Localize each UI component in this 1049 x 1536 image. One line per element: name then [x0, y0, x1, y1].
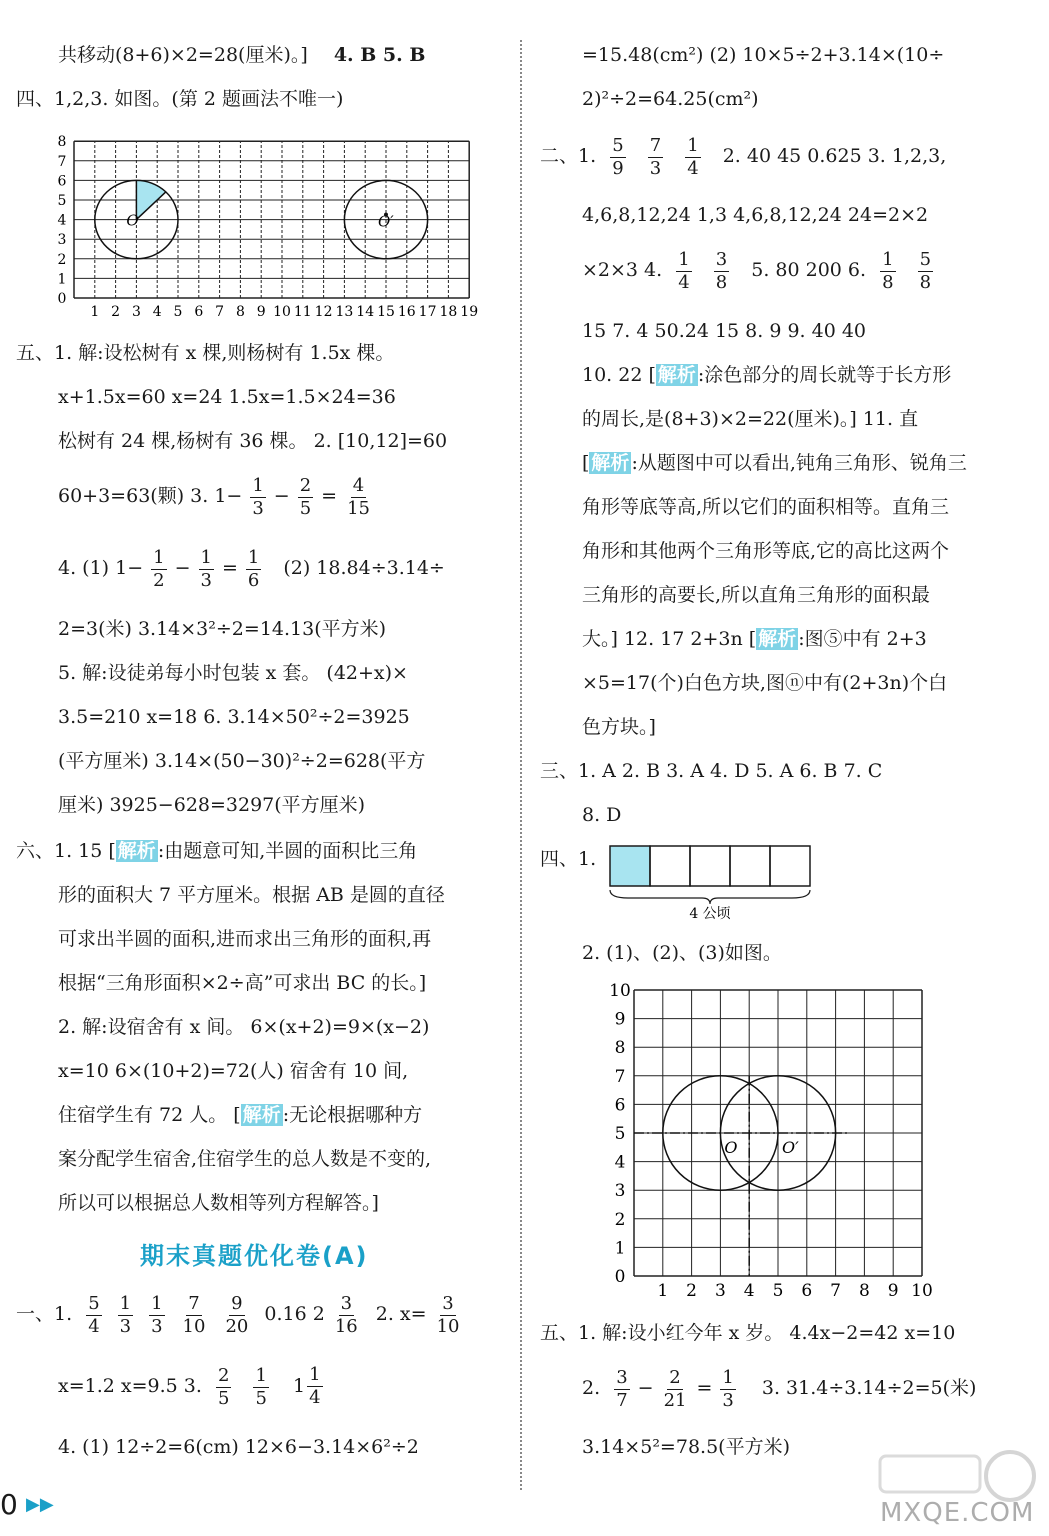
answer-line: 4,6,8,12,24 1,3 4,6,8,12,24 24=2×2: [582, 204, 929, 226]
watermark-text: MXQE.COM: [880, 1498, 1035, 1528]
answer-line: 5. 解:设徒弟每小时包装 x 套。 (42+x)×: [58, 662, 408, 684]
y-tick-label: 6: [57, 173, 67, 190]
answer-line: 根据“三角形面积×2÷高”可求出 BC 的长。]: [58, 972, 427, 994]
answer-line: 松树有 24 棵,杨树有 36 棵。 2. [10,12]=60: [58, 430, 448, 452]
y-tick-label: 10: [609, 981, 631, 1001]
y-tick-label: 2: [614, 1209, 626, 1230]
area-rectangle-figure: [608, 840, 818, 924]
section-heading-3: 三、1. A 2. B 3. A 4. D 5. A 6. B 7. C: [540, 760, 883, 782]
answer-line: =15.48(cm²) (2) 10×5÷2+3.14×(10÷: [582, 44, 945, 66]
analysis-tag: 解析: [242, 1104, 281, 1126]
cell: [690, 846, 730, 886]
section-heading-2: 二、1. $\frac{5}{9}$ $\frac{7}{3}$ $\frac{1}{4}$ 2. 40 45 0.625 3. 1,2,3,: [540, 134, 947, 179]
answer-line: x=1.2 x=9.5 3. $\frac{2}{5}$ $\frac{1}{5}$ 1 $\frac{1}{4}$: [58, 1362, 331, 1410]
answer-line: ×5=17(个)白色方块,图ⓝ中有(2+3n)个白: [582, 672, 948, 694]
center-label-o2: O′: [378, 212, 394, 231]
y-tick-label: 9: [614, 1009, 626, 1030]
answer-line: ×2×3 4. $\frac{1}{4}$ $\frac{3}{8}$ 5. 80 200 6. $\frac{1}{8}$ $\frac{5}{8}$: [582, 248, 932, 293]
x-tick-label: 5: [173, 304, 183, 320]
cell: [650, 846, 690, 886]
answer-line: 60+3=63(颗) 3. 1− $\frac{1}{3}$ − $\frac{2}{5}$ = $\frac{4}{15}$: [58, 474, 370, 519]
x-tick-label: 10: [911, 1281, 933, 1298]
center-label-o: O: [724, 1138, 738, 1157]
answer-line: 4. (1) 1− $\frac{1}{2}$ − $\frac{1}{3}$ = $\frac{1}{6}$ (2) 18.84÷3.14÷: [58, 546, 445, 591]
answer-line: 3.5=210 x=18 6. 3.14×50²÷2=3925: [58, 706, 410, 728]
answer-line: (平方厘米) 3.14×(50−30)²÷2=628(平方: [58, 750, 426, 772]
y-tick-label: 8: [614, 1038, 626, 1059]
section-heading-4: 四、1,2,3. 如图。(第 2 题画法不唯一): [16, 88, 344, 110]
answer-line: 共移动(8+6)×2=28(厘米)。] 4. B 5. B: [58, 44, 426, 66]
grid-figure-2: [602, 978, 942, 1298]
fraction-list: [78, 1292, 258, 1337]
x-tick-label: 8: [858, 1281, 870, 1298]
x-tick-label: 17: [418, 304, 437, 320]
y-tick-label: 7: [614, 1066, 626, 1087]
analysis-tag: 解析: [117, 840, 156, 862]
answer-line: 形的面积大 7 平方厘米。根据 AB 是圆的直径: [58, 884, 445, 906]
fraction: $\frac{1}{2}$: [153, 546, 165, 591]
x-tick-label: 12: [314, 304, 333, 320]
fraction: $\frac{5}{4}$: [88, 1292, 100, 1337]
answer-line: 住宿学生有 72 人。 [ 解析 :无论根据哪种方: [58, 1104, 423, 1126]
y-tick-label: 1: [614, 1238, 626, 1259]
fraction: $\frac{3}{10}$: [436, 1292, 460, 1337]
y-tick-label: 7: [57, 153, 67, 170]
cell: [730, 846, 770, 886]
answer-line: 三角形的高要长,所以直角三角形的面积最: [582, 584, 931, 606]
answer-line: x=10 6×(10+2)=72(人) 宿舍有 10 间,: [58, 1060, 409, 1082]
y-tick-label: 4: [57, 212, 67, 229]
y-tick-label: 0: [57, 291, 67, 307]
x-tick-label: 10: [273, 304, 291, 320]
rect-label: 4 公顷: [689, 906, 731, 922]
fraction: $\frac{1}{3}$: [119, 1292, 132, 1337]
fraction: $\frac{1}{3}$: [722, 1366, 734, 1411]
answer-line: 2. $\frac{3}{7}$ − $\frac{2}{21}$ = $\frac{1}{3}$ 3. 31.4÷3.14÷2=5(米): [582, 1366, 977, 1411]
x-tick-label: 3: [714, 1281, 726, 1298]
fraction: $\frac{2}{5}$: [217, 1364, 230, 1409]
x-tick-label: 6: [194, 304, 204, 320]
shaded-cell: [610, 846, 650, 886]
analysis-tag: 解析: [591, 452, 630, 474]
fraction: $\frac{2}{5}$: [299, 474, 312, 519]
fraction: $\frac{1}{6}$: [247, 546, 260, 591]
answer-line: 角形等底等高,所以它们的面积相等。直角三: [582, 496, 950, 518]
mixed-number: 1 $\frac{1}{4}$: [292, 1363, 321, 1408]
fraction: $\frac{2}{21}$: [663, 1366, 687, 1411]
answer-line: 10. 22 [ 解析 :涂色部分的周长就等于长方形: [582, 364, 952, 386]
answer-line: 厘米) 3925−628=3297(平方厘米): [58, 794, 366, 816]
answer-line: 角形和其他两个三角形等底,它的高比这两个: [582, 540, 950, 562]
x-tick-label: 7: [830, 1281, 842, 1298]
fraction: $\frac{1}{4}$: [678, 248, 690, 293]
y-tick-label: 4: [614, 1152, 626, 1173]
answer-line: 大。] 12. 17 2+3n [ 解析 :图⑤中有 2+3: [582, 628, 927, 650]
x-tick-label: 4: [152, 304, 162, 320]
section-title: 期末真题优化卷(A): [140, 1242, 369, 1270]
answer-line: 2=3(米) 3.14×3²÷2=14.13(平方米): [58, 618, 387, 640]
analysis-tag: 解析: [657, 364, 696, 386]
fraction: $\frac{1}{3}$: [200, 546, 212, 591]
x-tick-label: 16: [397, 304, 416, 320]
y-tick-label: 1: [57, 271, 67, 288]
section-heading-4: 四、1.: [540, 848, 597, 870]
answer-line: 的周长,是(8+3)×2=22(厘米)。] 11. 直: [582, 408, 919, 430]
x-tick-label: 9: [887, 1281, 899, 1298]
section-heading-1: 一、1. $\frac{5}{4}$ $\frac{1}{3}$ $\frac{1}{3}$ $\frac{7}{10}$ $\frac{9}{20}$ 0.16 2 $\frac{3}{16}$ 2. x= $\frac{3}{10}$: [16, 1292, 460, 1337]
fraction: $\frac{3}{16}$: [334, 1292, 358, 1337]
x-tick-label: 5: [772, 1281, 784, 1298]
x-tick-label: 2: [686, 1281, 698, 1298]
x-tick-label: 4: [743, 1281, 755, 1298]
analysis-tag: 解析: [758, 628, 797, 650]
column-divider: [520, 40, 522, 1490]
x-tick-label: 3: [131, 304, 141, 320]
x-tick-label: 6: [801, 1281, 813, 1298]
answer-line: [ 解析 :从题图中可以看出,钝角三角形、锐角三: [582, 452, 967, 474]
x-tick-label: 7: [215, 304, 225, 320]
section-heading-6: 六、1. 15 [ 解析 :由题意可知,半圆的面积比三角: [16, 840, 418, 862]
section-heading-5: 五、1. 解:设松树有 x 棵,则杨树有 1.5x 棵。: [16, 342, 395, 364]
answer-line: 2)²÷2=64.25(cm²): [582, 88, 759, 110]
answer-line: 15 7. 4 50.24 15 8. 9 9. 40 40: [582, 320, 867, 342]
y-tick-label: 8: [57, 134, 67, 151]
center-label-o: O: [126, 211, 139, 230]
fraction: $\frac{1}{3}$: [151, 1292, 163, 1337]
y-tick-label: 5: [57, 193, 67, 209]
answer-line: 2. (1)、(2)、(3)如图。: [582, 942, 782, 964]
answer-line: 所以可以根据总人数相等列方程解答。]: [58, 1192, 379, 1214]
y-tick-label: 5: [614, 1124, 626, 1144]
x-tick-label: 11: [293, 304, 312, 320]
brace: [610, 890, 810, 904]
fraction: $\frac{3}{8}$: [715, 248, 728, 293]
fraction: $\frac{1}{8}$: [882, 248, 894, 293]
x-tick-label: 8: [235, 304, 245, 320]
fraction: $\frac{3}{7}$: [616, 1366, 628, 1411]
answer-line: 3.14×5²=78.5(平方米): [582, 1436, 790, 1458]
x-tick-label: 9: [256, 304, 266, 320]
y-tick-label: 3: [57, 232, 67, 249]
answer-line: 4. (1) 12÷2=6(cm) 12×6−3.14×6²÷2: [58, 1436, 419, 1458]
answer-line: 色方块。]: [582, 716, 656, 738]
x-tick-label: 1: [90, 304, 100, 320]
cell: [770, 846, 810, 886]
y-tick-label: 6: [614, 1095, 626, 1116]
answer-line: 8. D: [582, 804, 622, 826]
x-tick-label: 19: [460, 304, 479, 320]
answer-line: 2. 解:设宿舍有 x 间。 6×(x+2)=9×(x−2): [58, 1016, 430, 1038]
answer-line: x+1.5x=60 x=24 1.5x=1.5×24=36: [58, 386, 396, 408]
y-tick-label: 0: [614, 1267, 626, 1287]
fraction: $\frac{1}{3}$: [252, 474, 264, 519]
x-tick-label: 1: [657, 1281, 669, 1298]
section-heading-5: 五、1. 解:设小红今年 x 岁。 4.4x−2=42 x=10: [540, 1322, 956, 1344]
x-tick-label: 14: [356, 304, 375, 320]
fraction: $\frac{5}{8}$: [919, 248, 932, 293]
page-number: 0: [0, 1488, 18, 1521]
answer-line: 案分配学生宿舍,住宿学生的总人数是不变的,: [58, 1148, 432, 1170]
x-tick-label: 18: [439, 304, 458, 320]
answer-line: 可求出半圆的面积,进而求出三角形的面积,再: [58, 928, 432, 950]
fraction: $\frac{1}{4}$: [687, 134, 699, 179]
fraction: $\frac{7}{10}$: [182, 1292, 206, 1337]
fraction: $\frac{7}{3}$: [649, 134, 662, 179]
y-tick-label: 3: [614, 1181, 626, 1202]
x-tick-label: 2: [111, 304, 121, 320]
x-tick-label: 15: [377, 304, 395, 320]
fraction: $\frac{4}{15}$: [347, 474, 370, 519]
fraction: $\frac{5}{9}$: [612, 134, 624, 179]
fraction: $\frac{1}{5}$: [255, 1364, 267, 1409]
y-tick-label: 2: [57, 251, 67, 268]
x-tick-label: 13: [335, 304, 354, 320]
center-label-o2: O′: [782, 1138, 799, 1157]
next-arrows-icon: ▶▶: [26, 1494, 54, 1515]
fraction: $\frac{9}{20}$: [225, 1292, 249, 1337]
grid-figure-1: [52, 126, 492, 322]
